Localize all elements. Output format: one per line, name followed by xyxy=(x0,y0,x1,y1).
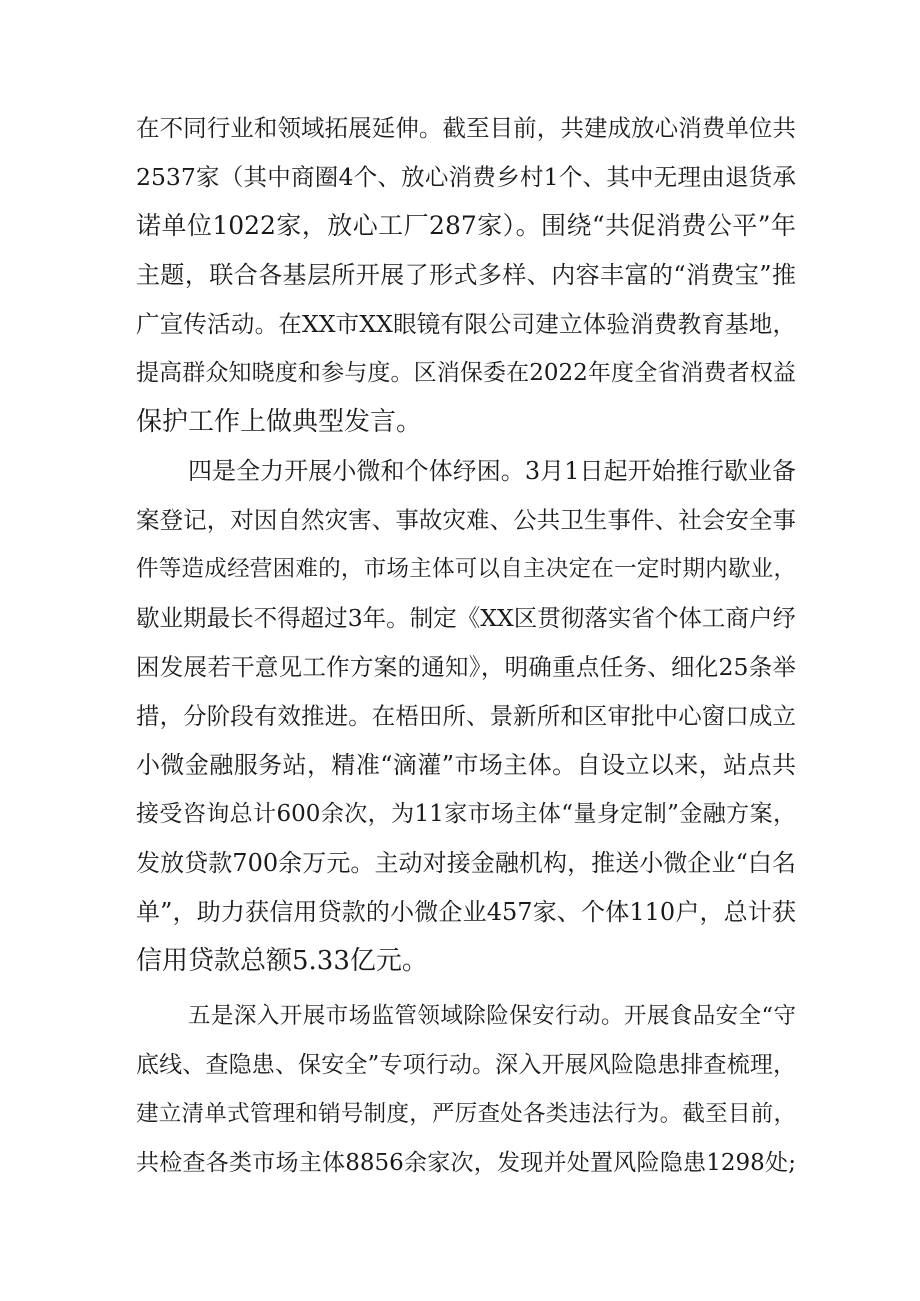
paragraph-line: 措，分阶段有效推进。在梧田所、景新所和区审批中心窗口成立 xyxy=(136,702,796,730)
paragraph-line: 四是全力开展小微和个体纾困。3月1日起开始推行歇业备 xyxy=(188,457,796,485)
paragraph-line: 小微金融服务站，精准“滴灌”市场主体。自设立以来，站点共 xyxy=(136,751,796,779)
paragraph-line: 案登记，对因自然灾害、事故灾难、公共卫生事件、社会安全事 xyxy=(136,506,796,534)
paragraph-line: 困发展若干意见工作方案的通知》，明确重点任务、细化25条举 xyxy=(136,653,796,681)
paragraph-line: 歇业期最长不得超过3年。制定《XX区贯彻落实省个体工商户纾 xyxy=(136,604,796,632)
paragraph-line: 底线、查隐患、保安全”专项行动。深入开展风险隐患排查梳理， xyxy=(136,1052,796,1078)
paragraph-line: 提高群众知晓度和参与度。区消保委在2022年度全省消费者权益 xyxy=(136,360,796,386)
paragraph-line: 诺单位1022家，放心工厂287家）。围绕“共促消费公平”年 xyxy=(136,211,796,240)
paragraph-line: 建立清单式管理和销号制度，严厉查处各类违法行为。截至目前， xyxy=(136,1101,796,1127)
paragraph-line: 单”，助力获信用贷款的小微企业457家、个体110户，总计获 xyxy=(136,898,796,926)
paragraph-line: 五是深入开展市场监管领域除险保安行动。开展食品安全“守 xyxy=(188,1003,796,1029)
paragraph-line: 广宣传活动。在XX市XX眼镜有限公司建立体验消费教育基地， xyxy=(136,310,796,338)
paragraph-line: 接受咨询总计600余次，为11家市场主体“量身定制”金融方案， xyxy=(136,801,796,827)
paragraph-line: 2537家（其中商圈4个、放心消费乡村1个、其中无理由退货承 xyxy=(136,163,796,191)
paragraph-line: 信用贷款总额5.33亿元。 xyxy=(136,946,428,976)
paragraph-line: 共检查各类市场主体8856余家次，发现并处置风险隐患1298处; xyxy=(136,1150,796,1176)
paragraph-line: 主题，联合各基层所开展了形式多样、内容丰富的“消费宝”推 xyxy=(136,261,796,289)
paragraph-line: 保护工作上做典型发言。 xyxy=(136,407,423,437)
paragraph-line: 件等造成经营困难的，市场主体可以自主决定在一定时期内歇业， xyxy=(136,556,796,582)
paragraph-line: 发放贷款700余万元。主动对接金融机构，推送小微企业“白名 xyxy=(136,849,796,877)
paragraph-line: 在不同行业和领域拓展延伸。截至目前，共建成放心消费单位共 xyxy=(136,114,796,142)
